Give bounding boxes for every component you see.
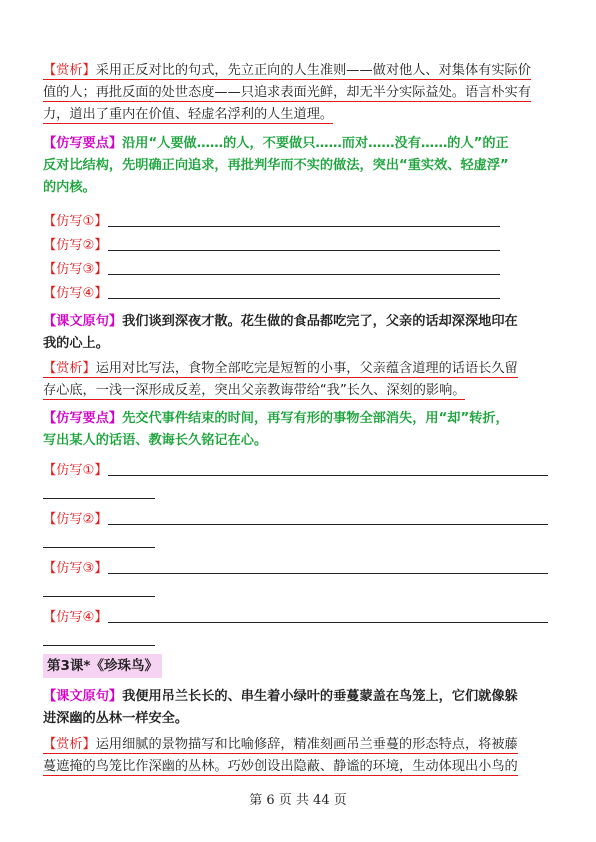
imitate-1-blank[interactable] bbox=[108, 212, 500, 227]
imitate-4-blank[interactable] bbox=[108, 284, 500, 299]
original-sentence-block-2 bbox=[43, 311, 555, 355]
original-text-line: 我便用吊兰长长的、串生着小绿叶的垂蔓蒙盖在鸟笼上，它们就像躲 bbox=[122, 689, 518, 704]
imitate-1-blank[interactable] bbox=[108, 461, 548, 476]
key-points-block-2 bbox=[43, 408, 555, 452]
key-points-label: 【仿写要点】 bbox=[43, 136, 123, 151]
key-points-text-line: 沿用“人要做……的人，不要做只……而对……没有……的人”的正 bbox=[122, 136, 509, 151]
imitate-4-blank-continued[interactable] bbox=[43, 637, 155, 646]
original-text-line: 我们谈到深夜才散。花生做的食品都吃完了，父亲的话却深深地印在 bbox=[122, 314, 518, 329]
imitate-4-blank[interactable] bbox=[108, 608, 548, 623]
imitate-2-label: 【仿写②】 bbox=[43, 512, 108, 527]
appreciation-label: 【赏析】 bbox=[43, 361, 96, 376]
appreciation-block-3 bbox=[43, 734, 555, 778]
lesson-heading: 第3课*《珍珠鸟》 bbox=[43, 654, 162, 678]
imitate-1-blank-continued[interactable] bbox=[43, 484, 155, 499]
imitate-4-label: 【仿写④】 bbox=[43, 610, 108, 625]
imitate-3-blank-continued[interactable] bbox=[43, 582, 155, 597]
imitate-3-blank[interactable] bbox=[108, 559, 548, 574]
appreciation-text-line: 力，道出了重内在价值、轻虚名浮利的人生道理。 bbox=[43, 107, 334, 122]
imitation-set-1 bbox=[43, 210, 555, 306]
key-points-block-1 bbox=[43, 133, 555, 199]
lesson-heading-block bbox=[43, 654, 555, 678]
original-text-line: 我的心上。 bbox=[43, 336, 109, 351]
appreciation-text-line: 蔓遮掩的鸟笼比作深幽的丛林。巧妙创设出隐蔽、静谧的环境，生动体现出小鸟的 bbox=[43, 759, 518, 774]
appreciation-text-line: 运用细腻的景物描写和比喻修辞，精准刻画吊兰垂蔓的形态特点，将被藤 bbox=[95, 737, 518, 752]
appreciation-block-2 bbox=[43, 358, 555, 402]
imitate-2-label: 【仿写②】 bbox=[43, 238, 108, 253]
key-points-label: 【仿写要点】 bbox=[43, 411, 123, 426]
appreciation-text-line: 运用对比写法，食物全部吃完是短暂的小事，父亲蕴含道理的话语长久留 bbox=[95, 361, 518, 376]
appreciation-text-line: 存心底，一浅一深形成反差，突出父亲教诲带给“我”长久、深刻的影响。 bbox=[43, 383, 466, 398]
appreciation-block-1 bbox=[43, 60, 555, 126]
key-points-text-line: 的内核。 bbox=[43, 180, 96, 195]
original-sentence-block-3 bbox=[43, 686, 555, 730]
imitate-4-label: 【仿写④】 bbox=[43, 286, 108, 301]
appreciation-text-line: 采用正反对比的句式，先立正向的人生准则——做对他人、对集体有实际价 bbox=[95, 63, 531, 78]
imitate-3-label: 【仿写③】 bbox=[43, 262, 108, 277]
imitate-1-label: 【仿写①】 bbox=[43, 214, 108, 229]
appreciation-label: 【赏析】 bbox=[43, 737, 96, 752]
original-text-line: 进深幽的丛林一样安全。 bbox=[43, 711, 189, 726]
original-label: 【课文原句】 bbox=[43, 314, 123, 329]
key-points-text-line: 反对比结构，先明确正向追求，再批判华而不实的做法，突出“重实效、轻虚浮” bbox=[43, 158, 509, 173]
imitate-2-blank[interactable] bbox=[108, 510, 548, 525]
key-points-text-line: 先交代事件结束的时间，再写有形的事物全部消失，用“却”转折， bbox=[122, 411, 509, 426]
imitate-3-blank[interactable] bbox=[108, 260, 500, 275]
original-label: 【课文原句】 bbox=[43, 689, 123, 704]
appreciation-text-line: 值的人；再批反面的处世态度——只追求表面光鲜，却无半分实际益处。语言朴实有 bbox=[43, 85, 531, 100]
imitation-set-2 bbox=[43, 460, 555, 643]
imitate-1-label: 【仿写①】 bbox=[43, 463, 108, 478]
imitate-3-label: 【仿写③】 bbox=[43, 561, 108, 576]
imitate-2-blank-continued[interactable] bbox=[43, 533, 155, 548]
key-points-text-line: 写出某人的话语、教诲长久铭记在心。 bbox=[43, 433, 268, 448]
imitate-2-blank[interactable] bbox=[108, 236, 500, 251]
appreciation-label: 【赏析】 bbox=[43, 63, 96, 78]
page-number-footer: 第 6 页 共 44 页 bbox=[249, 793, 347, 808]
